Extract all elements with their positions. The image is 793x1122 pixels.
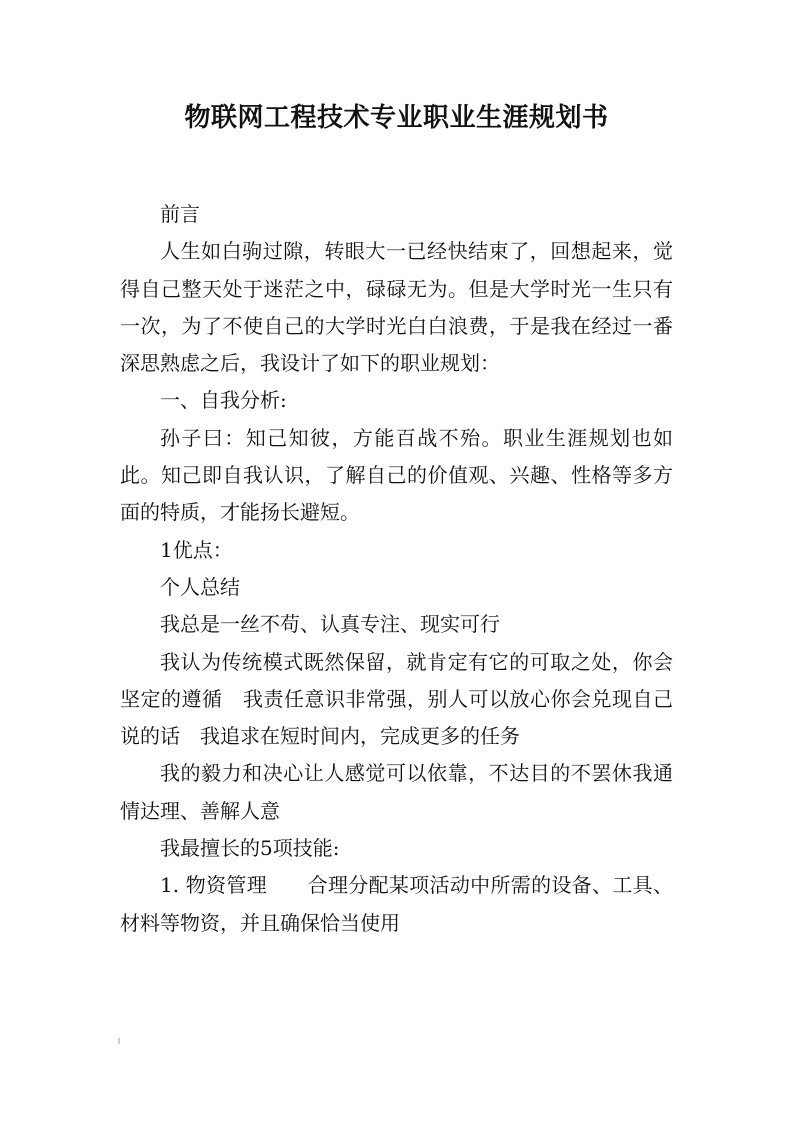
document-title: 物联网工程技术专业职业生涯规划书 — [184, 103, 609, 133]
paragraph-skill-1: 1. 物资管理 合理分配某项活动中所需的设备、工具、材料等物资，并且确保恰当使用 — [120, 873, 673, 935]
subheading-personal-summary: 个人总结 — [160, 574, 240, 599]
subheading-top-skills: 我最擅长的5项技能: — [160, 836, 340, 861]
paragraph-intro: 人生如白驹过隙，转眼大一已经快结束了，回想起来，觉得自己整天处于迷茫之中，碌碌无为。但是大学时光一生只有一次，为了不使自己的大学时光白白浪费，于是我在经过一番深思熟虑之后，我设计了如下的职业规划： — [120, 239, 673, 376]
section-heading-preface: 前言 — [160, 202, 200, 226]
subheading-strengths: 1优点： — [160, 537, 233, 562]
paragraph-trait-2: 我认为传统模式既然保留，就肯定有它的可取之处，你会坚定的遵循 我责任意识非常强，别人可以放心你会兑现自己说的话 我追求在短时间内，完成更多的任务 — [120, 649, 673, 749]
document-body — [120, 196, 673, 942]
paragraph-trait-3: 我的毅力和决心让人感觉可以依靠，不达目的不罢休我通情达理、善解人意 — [120, 761, 673, 823]
paragraph-sunzi-quote: 孙子曰：知己知彼，方能百战不殆。职业生涯规划也如此。知己即自我认识，了解自己的价值观、兴趣、性格等多方面的特质，才能扬长避短。 — [120, 425, 673, 525]
paragraph-trait-1: 我总是一丝不苟、认真专注、现实可行 — [160, 612, 500, 637]
margin-mark — [118, 1038, 120, 1044]
section-heading-self-analysis: 一、自我分析: — [160, 388, 287, 413]
